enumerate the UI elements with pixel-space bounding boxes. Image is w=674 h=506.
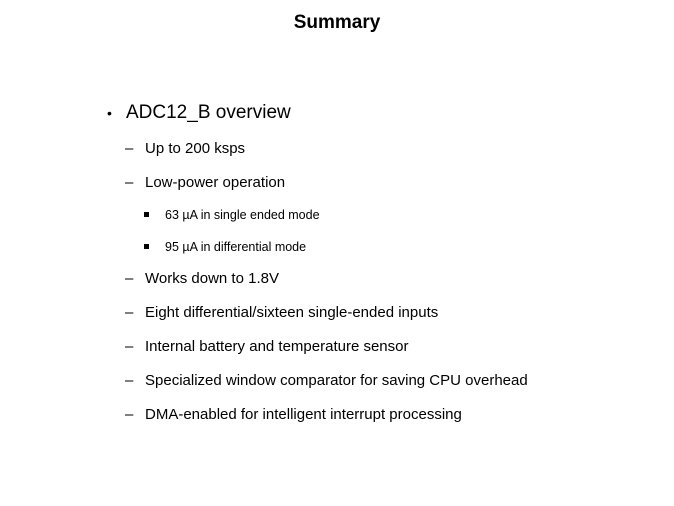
bullet-text: Low-power operation [145,174,286,191]
dash-marker: – [125,140,134,157]
dash-marker: – [125,270,134,287]
bullet-text: Specialized window comparator for saving CPU overhead [145,372,528,389]
dash-marker: – [125,372,134,389]
bullet-text: Up to 200 ksps [145,140,246,157]
dash-marker: – [125,406,134,423]
bullet-text: Works down to 1.8V [145,270,279,287]
bullet-text: ADC12_B overview [126,102,291,123]
dash-marker: – [125,174,134,191]
square-bullet-icon [144,244,149,249]
bullet-text: DMA-enabled for intelligent interrupt processing [145,406,462,423]
slide-title: Summary [293,12,381,33]
square-bullet-icon [144,212,149,217]
bullet-text: 63 µA in single ended mode [165,208,320,222]
bullet-text: Eight differential/sixteen single-ended inputs [145,304,439,321]
bullet-marker: • [107,105,112,121]
dash-marker: – [125,338,134,355]
bullet-text: 95 µA in differential mode [165,240,307,254]
bullet-text: Internal battery and temperature sensor [145,338,409,355]
dash-marker: – [125,304,134,321]
